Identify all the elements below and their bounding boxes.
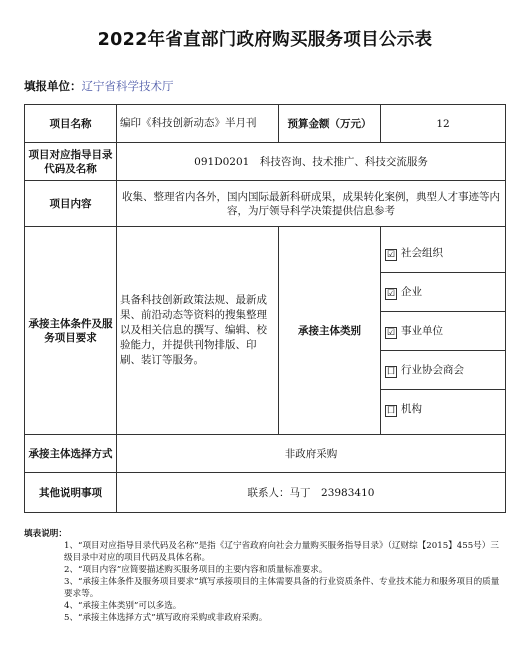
directory-code-row — [25, 143, 506, 181]
reporting-unit-label: 填报单位： — [24, 79, 82, 93]
selection-method-label: 承接主体选择方式 — [25, 435, 117, 473]
option-label: 事业单位 — [401, 324, 443, 337]
selection-method-row — [25, 435, 506, 473]
instruction-item: 3、“承接主体条件及服务项目要求”填写承接项目的主体需要具备的行业资质条件、专业技术能力和服务项目的质量要求等。 — [64, 577, 500, 599]
option-social-org[interactable] — [381, 234, 505, 273]
reporting-unit — [24, 78, 174, 94]
project-name-value: 编印《科技创新动态》半月刊 — [117, 105, 279, 143]
instruction-item: 5、“承接主体选择方式”填写政府采购或非政府采购。 — [64, 613, 268, 623]
directory-code-value: 091D0201 科技咨询、技术推广、科技交流服务 — [117, 143, 506, 181]
checkbox-icon[interactable]: 口 — [386, 405, 396, 416]
reporting-unit-value: 辽宁省科学技术厅 — [81, 79, 174, 93]
checkbox-icon[interactable]: ☑ — [386, 249, 396, 260]
option-label: 机构 — [401, 402, 422, 415]
other-notes-row — [25, 473, 506, 513]
page-title: 2022年省直部门政府购买服务项目公示表 — [97, 30, 433, 50]
conditions-row — [25, 227, 506, 435]
project-content-value: 收集、整理省内各外，国内国际最新科研成果，成果转化案例，典型人才事迹等内容，为厅领导科学决策提供信息参考 — [117, 181, 506, 227]
option-public-institution[interactable] — [381, 311, 505, 350]
entity-type-label: 承接主体类别 — [279, 227, 381, 435]
conditions-value: 具备科技创新政策法规、最新成果、前沿动态等资料的搜集整理以及相关信息的撰写、编辑、校验能力，并提供刊物排版、印刷、装订等服务。 — [117, 227, 279, 435]
checkbox-icon[interactable]: ☑ — [386, 327, 396, 338]
option-industry-association[interactable] — [381, 350, 505, 389]
option-label: 社会组织 — [401, 246, 443, 259]
option-enterprise[interactable] — [381, 272, 505, 311]
option-label: 行业协会商会 — [401, 363, 464, 376]
instruction-item: 2、“项目内容”应简要描述购买服务项目的主要内容和质量标准要求。 — [64, 565, 328, 575]
budget-value: 12 — [381, 105, 506, 143]
other-notes-label: 其他说明事项 — [25, 473, 117, 513]
directory-code-label: 项目对应指导目录代码及名称 — [25, 143, 117, 181]
instructions-heading: 填表说明： — [24, 529, 67, 539]
conditions-label: 承接主体条件及服务项目要求 — [25, 227, 117, 435]
option-organization[interactable] — [381, 389, 505, 428]
selection-method-value: 非政府采购 — [117, 435, 506, 473]
instruction-item: 4、“承接主体类别”可以多选。 — [64, 601, 182, 611]
instruction-item: 1、“项目对应指导目录代码及名称”是指《辽宁省政府向社会力量购买服务指导目录》（辽财综【2015】455号）三级目录中对应的项目代码及具体名称。 — [64, 541, 499, 563]
checkbox-icon[interactable]: 口 — [386, 366, 396, 377]
option-label: 企业 — [401, 285, 422, 298]
entity-type-options — [381, 227, 506, 435]
checkbox-icon[interactable]: ☑ — [386, 288, 396, 299]
project-name-label: 项目名称 — [25, 105, 117, 143]
project-content-label: 项目内容 — [25, 181, 117, 227]
budget-label: 预算金额（万元） — [279, 105, 381, 143]
filling-instructions — [24, 528, 506, 624]
other-notes-value: 联系人：马丁 23983410 — [117, 473, 506, 513]
project-content-row — [25, 181, 506, 227]
project-name-row — [25, 105, 506, 143]
project-table — [24, 104, 506, 513]
